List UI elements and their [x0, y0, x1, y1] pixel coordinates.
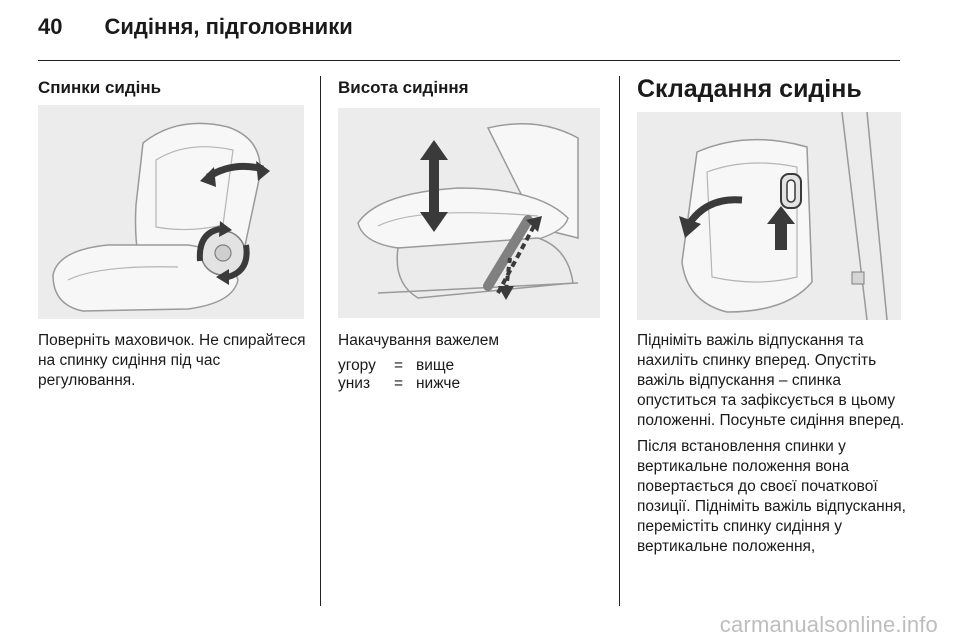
paragraph: Після встановлення спинки у вертикальне положення вона повертається до своєї початкової позиції. Підніміть важіль відпускання, перемістіть спинку сидіння у вертикальне положення, — [637, 438, 906, 555]
column-divider — [619, 76, 620, 606]
legend-row — [338, 375, 460, 393]
legend-equals: = — [394, 375, 404, 392]
chapter-title: Сидіння, підголовники — [104, 14, 353, 39]
paragraph: Накачування важелем — [338, 332, 500, 349]
section-heading: Спинки сидінь — [38, 78, 162, 97]
seat-height-legend — [338, 357, 460, 393]
column-backrest — [38, 78, 308, 98]
watermark: carmanualsonline.info — [719, 612, 938, 637]
paragraph: Підніміть важіль відпускання та нахиліть спинку вперед. Опустіть важіль відпускання – спинка опуститься та зафіксується в цьому положенні. Посуньте сидіння вперед. — [637, 332, 905, 429]
section-heading: Складання сидінь — [637, 75, 862, 103]
column-seat-height — [338, 78, 608, 98]
legend-value: вище — [416, 357, 455, 374]
page-number: 40 — [38, 14, 63, 39]
seat-height-intro — [338, 331, 608, 357]
legend-equals: = — [394, 357, 404, 374]
seat-height-illustration — [338, 108, 600, 318]
legend-value: нижче — [416, 375, 461, 392]
legend-key: униз — [338, 375, 371, 392]
column-folding-seats — [637, 74, 907, 104]
paragraph: Поверніть маховичок. Не спирайтеся на спинку сидіння під час регулювання. — [38, 332, 306, 389]
legend-key: угору — [338, 357, 376, 374]
legend-row — [338, 357, 460, 375]
folding-instructions — [637, 331, 909, 563]
seat-folding-illustration — [637, 112, 901, 320]
page-header — [38, 14, 353, 50]
section-heading: Висота сидіння — [338, 78, 469, 97]
header-divider — [38, 60, 900, 61]
backrest-adjustment-illustration — [38, 105, 304, 319]
column-divider — [320, 76, 321, 606]
backrest-instructions — [38, 331, 308, 397]
